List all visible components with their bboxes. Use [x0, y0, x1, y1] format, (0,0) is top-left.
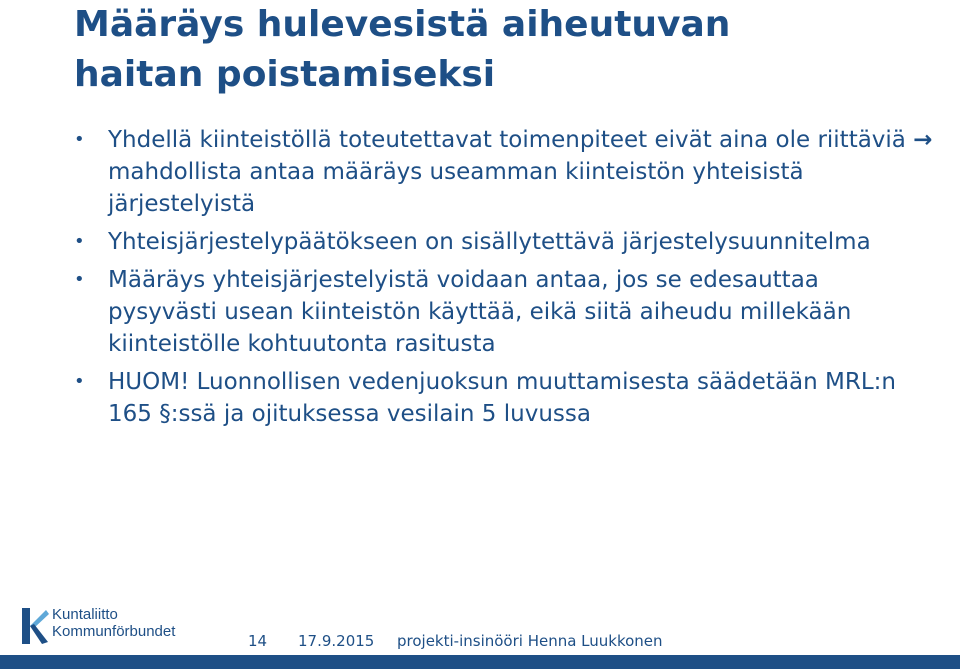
kuntaliitto-logo	[18, 604, 188, 648]
bullet-dot: •	[74, 269, 85, 290]
bullet-text: HUOM! Luonnollisen vedenjuoksun muuttamisesta säädetään MRL:n 165 §:ssä ja ojituksessa vesilain 5 luvussa	[108, 369, 896, 427]
arrow-right-icon: →	[913, 127, 933, 153]
title-line-1: Määräys hulevesistä aiheutuvan	[74, 4, 731, 45]
bullet-item	[74, 226, 934, 258]
bullet-text: Määräys yhteisjärjestelyistä voidaan antaa, jos se edesauttaa pysyvästi usean kiinteistön käyttää, eikä siitä aiheudu millekään kiinteistölle kohtuutonta rasitusta	[108, 267, 852, 357]
page-number: 14	[248, 632, 268, 650]
k-logo-icon	[18, 606, 50, 646]
slide-date: 17.9.2015	[298, 632, 375, 650]
logo-line-1: Kuntaliitto	[52, 606, 118, 623]
title-line-2: haitan poistamiseksi	[74, 54, 496, 95]
footer-bar	[0, 655, 960, 669]
bullet-item	[74, 264, 934, 360]
slide-title	[74, 0, 934, 100]
author: projekti-insinööri Henna Luukkonen	[397, 632, 663, 650]
bullet-item	[74, 124, 934, 220]
bullet-dot: •	[74, 231, 85, 252]
logo-line-2: Kommunförbundet	[52, 623, 176, 640]
bullet-list	[74, 124, 934, 436]
bullet-text: Yhteisjärjestelypäätökseen on sisällytettävä järjestelysuunnitelma	[108, 229, 871, 255]
bullet-text-part: mahdollista antaa määräys useamman kiinteistön yhteisistä järjestelyistä	[108, 159, 804, 217]
bullet-item	[74, 366, 934, 430]
bullet-dot: •	[74, 371, 85, 392]
logo-wordmark	[52, 606, 175, 640]
bullet-text-part: Yhdellä kiinteistöllä toteutettavat toimenpiteet eivät aina ole riittäviä	[108, 127, 914, 153]
bullet-dot: •	[74, 129, 85, 150]
